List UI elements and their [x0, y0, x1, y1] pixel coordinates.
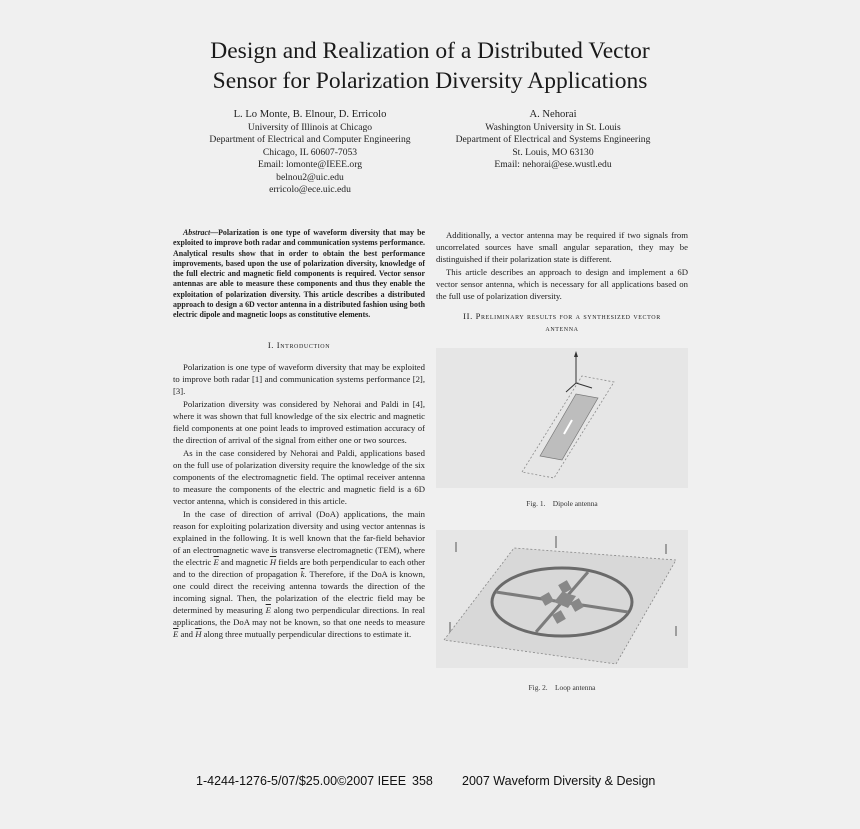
text-run: and magnetic [221, 556, 268, 567]
email-line: Email: nehorai@ese.wustl.edu [494, 159, 612, 171]
affiliation-line: Chicago, IL 60607-7053 [262, 146, 358, 158]
figure-caption-text: Dipole antenna [552, 499, 598, 508]
figure-label: Fig. 2. [528, 683, 548, 692]
vector-symbol: $\overline{H}$ [269, 556, 277, 567]
text-run: along two perpendicular directions. In real applications, the DoA may not be known, so that one needs to measure [173, 604, 426, 627]
text-run: In the case of direction of arrival (DoA) applications, the main reason for exploiting polarization diversity and using vector antennas is explained in the following. It is well known that the far-field behavior of an electromagnetic wave is transverse electromagnetic (TEM), where the electric [173, 508, 425, 567]
affiliation-line: University of Illinois at Chicago [247, 122, 373, 133]
affiliation-line: St. Louis, MO 63130 [512, 146, 594, 158]
text-run: along three mutually perpendicular directions to estimate it. [203, 628, 412, 639]
vector-symbol: $\overline{k}$ [300, 568, 305, 579]
abstract-lead: Abstract [183, 228, 211, 237]
text-run: and [180, 628, 194, 639]
footer-isbn: 1-4244-1276-5/07/$25.00©2007 IEEE [196, 774, 407, 788]
dipole-antenna-image [436, 348, 688, 488]
section-title: Introduction [276, 339, 331, 350]
section-heading-2 [436, 310, 688, 334]
body-paragraph: Polarization is one type of waveform diversity that may be exploited to improve both radar [1] and communication systems performance [2], [3]. [173, 361, 425, 396]
author-block-right [436, 108, 670, 172]
email-line: Email: lomonte@IEEE.org [257, 159, 363, 171]
figure-label: Fig. 1. [526, 499, 546, 508]
vector-symbol: $\overline{E}$ [265, 604, 271, 615]
figure-caption-text: Loop antenna [555, 683, 596, 692]
section-number: II. [463, 311, 473, 321]
left-column [173, 228, 425, 641]
abstract-text: Polarization is one type of waveform diversity that may be exploited to improve both radar and communication systems performance. Analytical results show that in order to obtain the best performance improvements, based upon the use of polarization diversity, knowledge of the full electric and magnetic field components is required. Vector sensor antennas are able to measure these components and thus they enable the exploitation of polarization diversity. This article describes a distributed approach to design a 6D vector antenna in a distributed fashion using both electric dipole and magnetic loops as constitutive elements. [173, 228, 425, 320]
author-names-right: A. Nehorai [529, 109, 577, 120]
figure-1-caption [436, 499, 688, 508]
section-title: Preliminary results for a synthesized vector [475, 311, 661, 321]
abstract-dash: — [210, 228, 219, 237]
paper-title [110, 36, 750, 96]
author-block-left [190, 108, 430, 196]
right-column [436, 229, 688, 334]
author-names-left: L. Lo Monte, B. Elnour, D. Erricolo [233, 109, 387, 120]
figure-dipole-antenna [436, 348, 688, 488]
figure-loop-antenna [436, 530, 688, 668]
section-heading-intro [173, 339, 425, 351]
section-number: I. [267, 339, 275, 350]
body-paragraph: Additionally, a vector antenna may be required if two signals from uncorrelated sources have small angular separation, they may be distinguished if their polarization state is different. [436, 230, 688, 264]
text-run: . Therefore, if the DoA is known, one could direct the receiving antenna towards the direction of the incoming signal. Then, the polarization of the electric field may be determined by measuring [173, 568, 426, 615]
section-title-cont: antenna [545, 323, 579, 333]
body-paragraph: As in the case considered by Nehorai and Paldi, applications based on the full use of polarization diversity require the knowledge of the six components of the electromagnetic field. The optimal receiver antenna to measure the components of the electric and magnetic field is a 6D vector antenna, which is considered in this article. [173, 447, 425, 506]
email-line: belnou2@uic.edu [276, 171, 344, 183]
body-paragraph [173, 508, 425, 640]
footer-conference: 2007 Waveform Diversity & Design [462, 774, 656, 788]
affiliation-line: Department of Electrical and Computer Engineering [209, 134, 411, 146]
abstract [173, 228, 425, 321]
vector-symbol: $\overline{E}$ [173, 628, 179, 639]
title-line-2: Sensor for Polarization Diversity Applications [212, 68, 648, 94]
text-run: fields are both perpendicular to each other and to the direction of propagation [173, 556, 426, 579]
figure-2-caption [436, 683, 688, 692]
vector-symbol: $\overline{H}$ [195, 628, 202, 639]
vector-symbol: $\overline{E}$ [213, 556, 219, 567]
body-paragraph: Polarization diversity was considered by Nehorai and Paldi in [4], where it was shown that full knowledge of the six electric and magnetic field components at one point leads to improved estimation accuracy of the direction of arrival of the signal from either one or two sources. [173, 398, 425, 445]
email-line: erricolo@ece.uic.edu [269, 184, 351, 196]
footer-page-number: 358 [412, 774, 433, 788]
affiliation-line: Department of Electrical and Systems Engineering [455, 134, 651, 146]
body-paragraph: This article describes an approach to design and implement a 6D vector sensor antenna, which is necessary for all applications based on the full use of polarization diversity. [436, 267, 688, 301]
affiliation-line: Washington University in St. Louis [485, 122, 621, 133]
title-line-1: Design and Realization of a Distributed Vector [210, 38, 650, 64]
loop-antenna-image [436, 530, 688, 668]
